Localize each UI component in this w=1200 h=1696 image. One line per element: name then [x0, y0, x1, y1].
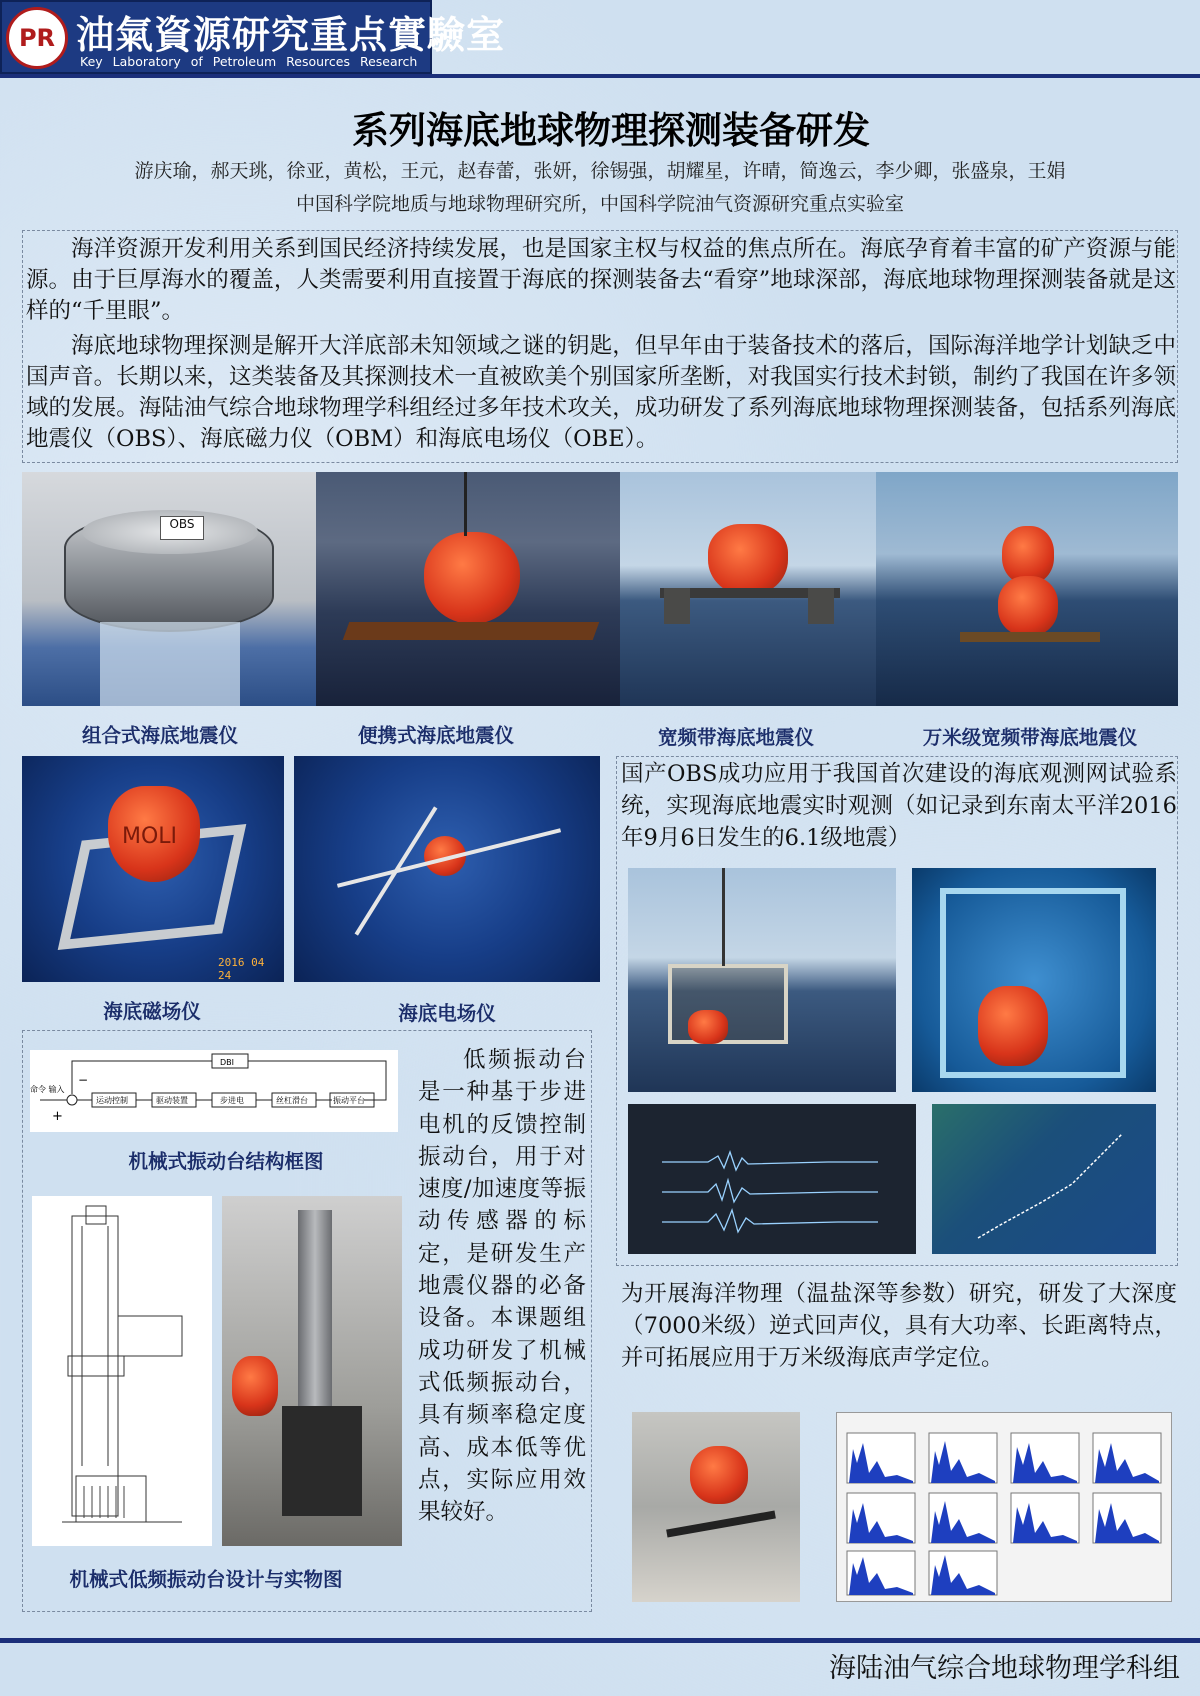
obs-network-text: 国产OBS成功应用于我国首次建设的海底观测网试验系统，实现海底地震实时观测（如记录到东南太平洋2016年9月6日发生的6.1级地震） — [621, 761, 1177, 851]
photo-obs-deployment — [628, 868, 896, 1092]
photo-broadband-obs — [620, 472, 876, 706]
network-route-line — [932, 1104, 1156, 1254]
block-feedback-label: DBI — [220, 1058, 235, 1067]
svg-text:+: + — [52, 1109, 63, 1124]
photo-combined-obs — [22, 472, 316, 706]
block-3: 步进电 — [220, 1096, 244, 1105]
photo-shake-table — [222, 1196, 402, 1546]
lab-name-cn: 油氣資源研究重点實驗室 — [76, 12, 506, 57]
shake-table-drawing-svg — [32, 1196, 212, 1546]
caption-shake-table-design: 机械式低频振动台设计与实物图 — [69, 1568, 343, 1591]
intro-paragraph-1: 海洋资源开发利用关系到国民经济持续发展，也是国家主权与权益的焦点所在。海底孕育着丰富的矿产资源与能源。由于巨厚海水的覆盖，人类需要利用直接置于海底的探测装备去“看穿”地球深部，海底地球物理探测装备就是这样的“千里眼”。 — [26, 236, 1176, 324]
caption-broadband-obs: 宽频带海底地震仪 — [657, 726, 814, 749]
block-4: 丝杠滑台 — [276, 1096, 308, 1105]
photo-inverted-echo-sounder — [632, 1412, 800, 1602]
intro-paragraph-2: 海底地球物理探测是解开大洋底部未知领域之谜的钥匙，但早年由于装备技术的落后，国际海洋地学计划缺乏中国声音。长期以来，这类装备及其探测技术一直被欧美个别国家所垄断，对我国实行技术封锁，制约了我国在许多领域的发展。海陆油气综合地球物理学科组经过多年技术攻关，成功研发了系列海底地球物理探测装备，包括系列海底地震仪（OBS）、海底磁力仪（OBM）和海底电场仪（OBE）。 — [26, 333, 1176, 452]
shake-table-text: 低频振动台是一种基于步进电机的反馈控制振动台，用于对速度/加速度等振动传感器的标定，是研发生产地震仪器的必备设备。本课题组成功研发了机械式低频振动台，具有频率稳定度高、成本低等优点，实际应用效果较好。 — [418, 1047, 586, 1526]
photo-obs-seafloor — [912, 868, 1156, 1092]
lab-logo-mark: PR — [6, 7, 68, 69]
svg-text:−: − — [78, 1073, 89, 1087]
caption-electric-field-instrument: 海底电场仪 — [398, 1002, 496, 1025]
shake-table-block-diagram — [30, 1050, 398, 1132]
shake-table-design-drawing — [32, 1196, 212, 1546]
photo-magnetometer — [22, 756, 284, 982]
poster-title: 系列海底地球物理探测装备研发 — [352, 109, 870, 152]
footer-group-name: 海陆油气综合地球物理学科组 — [829, 1653, 1180, 1684]
map-observation-network — [932, 1104, 1156, 1254]
block-2: 驱动装置 — [156, 1096, 188, 1105]
block-5: 振动平台 — [333, 1096, 365, 1105]
caption-portable-obs: 便携式海底地震仪 — [357, 724, 514, 747]
footer-rule — [0, 1638, 1200, 1643]
photo-portable-obs — [316, 472, 620, 706]
affiliation: 中国科学院地质与地球物理研究所，中国科学院油气资源研究重点实验室 — [295, 193, 904, 215]
obm-mark: MOLI — [122, 824, 178, 849]
ies-spectrum-panels — [836, 1412, 1172, 1602]
photo-electric-field-instrument — [294, 756, 600, 982]
block-input-label: 命令 输入 — [30, 1085, 65, 1094]
caption-magnetometer: 海底磁场仪 — [103, 1000, 201, 1023]
ies-text: 为开展海洋物理（温盐深等参数）研究，研发了大深度（7000米级）逆式回声仪，具有大功率、长距离特点，并可拓展应用于万米级海底声学定位。 — [621, 1281, 1177, 1371]
author-list: 游庆瑜，郝天珧，徐亚，黄松，王元，赵春蕾，张妍，徐锡强，胡耀星，许晴，简逸云，李少卿，张盛泉，王娟 — [134, 160, 1066, 182]
obs-serial-tag: OBS — [160, 516, 204, 540]
block-1: 运动控制 — [96, 1096, 128, 1105]
photo-ultradeep-broadband-obs — [876, 472, 1178, 706]
caption-ultradeep-obs: 万米级宽频带海底地震仪 — [922, 726, 1138, 749]
spectrum-plots — [837, 1413, 1172, 1602]
seismogram-record — [628, 1104, 916, 1254]
header-rule — [0, 74, 1200, 78]
photo-date-stamp: 2016 04 24 — [218, 956, 265, 982]
lab-name-en: Key Laboratory of Petroleum Resources Research — [80, 54, 418, 69]
seismogram-traces — [628, 1104, 916, 1254]
caption-block-diagram: 机械式振动台结构框图 — [128, 1150, 324, 1173]
block-diagram-svg — [30, 1050, 398, 1132]
caption-combined-obs: 组合式海底地震仪 — [81, 724, 238, 747]
